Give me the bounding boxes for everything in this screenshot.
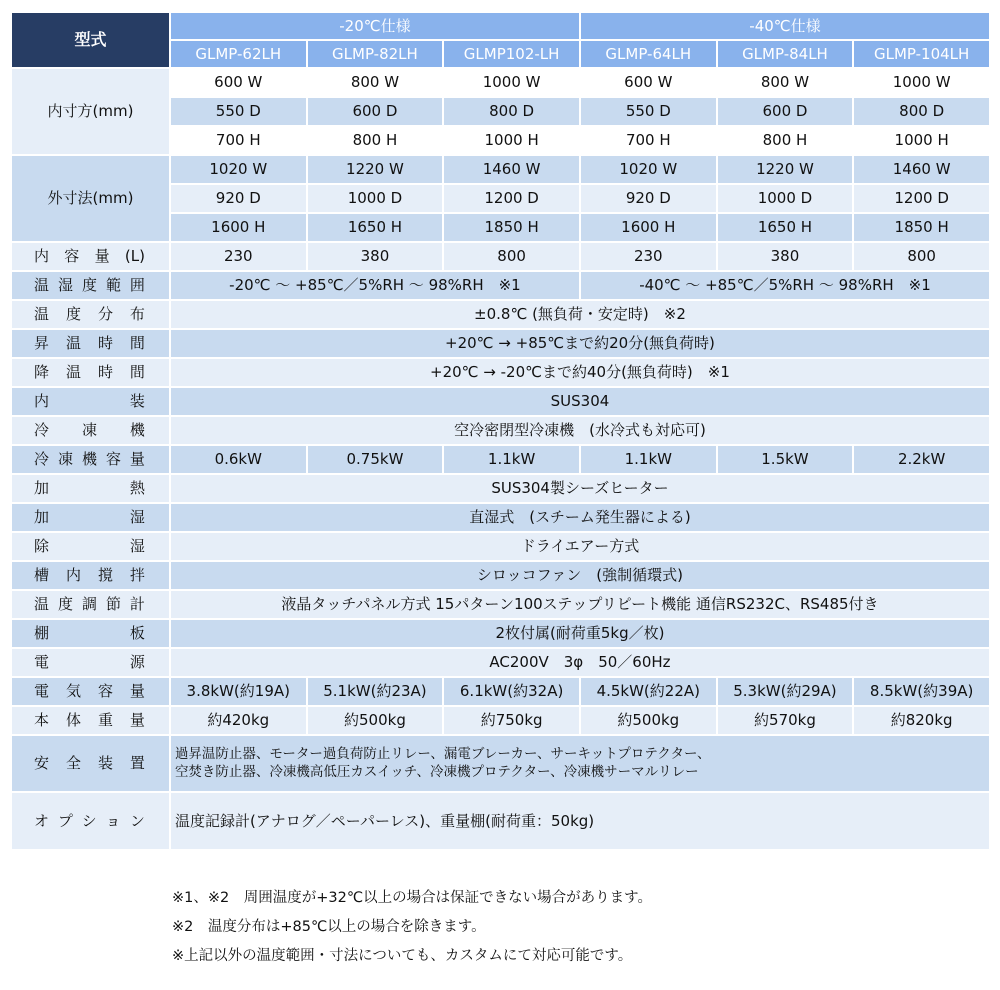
outer-d: 1200 D: [854, 185, 989, 212]
refrigerator-value: 空冷密閉型冷凍機 (水冷式も対応可): [171, 417, 989, 444]
capacity-label: 内容量(L): [12, 243, 169, 270]
inner-d: 600 D: [718, 98, 853, 125]
outer-h: 1650 H: [718, 214, 853, 241]
refrig-capacity-value: 2.2kW: [854, 446, 989, 473]
dehumidify-value: ドライエアー方式: [171, 533, 989, 560]
interior-value: SUS304: [171, 388, 989, 415]
model-name: GLMP-82LH: [308, 41, 443, 67]
inner-d: 800 D: [854, 98, 989, 125]
inner-h: 700 H: [171, 127, 306, 154]
controller-value: 液晶タッチパネル方式 15パターン100ステップリピート機能 通信RS232C、RS485付き: [171, 591, 989, 618]
inner-w: 1000 W: [854, 69, 989, 96]
safety-line-1: 過昇温防止器、モーター過負荷防止リレー、漏電ブレーカー、サーキットプロテクター、: [174, 745, 711, 762]
outer-w: 1460 W: [854, 156, 989, 183]
inner-w: 1000 W: [444, 69, 579, 96]
power-capacity-value: 5.3kW(約29A): [718, 678, 853, 705]
power-capacity-value: 4.5kW(約22A): [581, 678, 716, 705]
model-name: GLMP-64LH: [581, 41, 716, 67]
outer-w: 1460 W: [444, 156, 579, 183]
inner-w: 800 W: [308, 69, 443, 96]
footnotes: [172, 884, 652, 971]
shelf-label: 棚板: [12, 620, 169, 647]
safety-line-2: 空焚き防止器、冷凍機高低圧カスイッチ、冷凍機プロテクター、冷凍機サーマルリレー: [174, 763, 699, 780]
inner-d: 800 D: [444, 98, 579, 125]
inner-w: 600 W: [581, 69, 716, 96]
inner-dims-label: 内寸方(mm): [12, 69, 169, 154]
inner-h: 1000 H: [854, 127, 989, 154]
inner-w: 800 W: [718, 69, 853, 96]
range-label: 温湿度範囲: [12, 272, 169, 299]
shelf-value: 2枚付属(耐荷重5kg／枚): [171, 620, 989, 647]
dehumidify-label: 除湿: [12, 533, 169, 560]
weight-value: 約420kg: [171, 707, 306, 734]
capacity-value: 230: [581, 243, 716, 270]
refrig-capacity-value: 0.6kW: [171, 446, 306, 473]
stirring-label: 槽内撹拌: [12, 562, 169, 589]
power-capacity-value: 6.1kW(約32A): [444, 678, 579, 705]
outer-h: 1850 H: [854, 214, 989, 241]
heating-value: SUS304製シーズヒーター: [171, 475, 989, 502]
footnote-2: ※2 温度分布は+85℃以上の場合を除きます。: [172, 919, 486, 935]
power-capacity-label: 電気容量: [12, 678, 169, 705]
controller-label: 温度調節計: [12, 591, 169, 618]
distribution-value: ±0.8℃ (無負荷・安定時) ※2: [171, 301, 989, 328]
power-capacity-value: 8.5kW(約39A): [854, 678, 989, 705]
refrig-capacity-value: 1.1kW: [444, 446, 579, 473]
inner-d: 550 D: [581, 98, 716, 125]
cooldown-value: +20℃ → -20℃まで約40分(無負荷時) ※1: [171, 359, 989, 386]
spec-table: [10, 11, 991, 851]
outer-w: 1020 W: [581, 156, 716, 183]
refrig-capacity-value: 1.1kW: [581, 446, 716, 473]
outer-d: 1000 D: [718, 185, 853, 212]
group-header-minus20: -20℃仕様: [171, 13, 579, 39]
inner-h: 800 H: [308, 127, 443, 154]
distribution-label: 温度分布: [12, 301, 169, 328]
footnote-1: ※1、※2 周囲温度が+32℃以上の場合は保証できない場合があります。: [172, 890, 652, 906]
capacity-value: 230: [171, 243, 306, 270]
power-capacity-value: 5.1kW(約23A): [308, 678, 443, 705]
weight-label: 本体重量: [12, 707, 169, 734]
inner-h: 800 H: [718, 127, 853, 154]
outer-w: 1020 W: [171, 156, 306, 183]
heatup-label: 昇温時間: [12, 330, 169, 357]
power-capacity-value: 3.8kW(約19A): [171, 678, 306, 705]
outer-w: 1220 W: [308, 156, 443, 183]
refrigerator-label: 冷凍機: [12, 417, 169, 444]
outer-d: 920 D: [581, 185, 716, 212]
weight-value: 約750kg: [444, 707, 579, 734]
range-value-minus20: -20℃ ～ +85℃／5%RH ～ 98%RH ※1: [171, 272, 579, 299]
interior-label: 内装: [12, 388, 169, 415]
heating-label: 加熱: [12, 475, 169, 502]
outer-d: 1000 D: [308, 185, 443, 212]
outer-d: 1200 D: [444, 185, 579, 212]
power-value: AC200V 3φ 50／60Hz: [171, 649, 989, 676]
capacity-value: 800: [854, 243, 989, 270]
weight-value: 約500kg: [308, 707, 443, 734]
humidify-value: 直湿式 (スチーム発生器による): [171, 504, 989, 531]
weight-value: 約500kg: [581, 707, 716, 734]
inner-h: 700 H: [581, 127, 716, 154]
inner-d: 550 D: [171, 98, 306, 125]
footnote-3: ※上記以外の温度範囲・寸法についても、カスタムにて対応可能です。: [172, 948, 633, 964]
refrig-capacity-label: 冷凍機容量: [12, 446, 169, 473]
outer-w: 1220 W: [718, 156, 853, 183]
heatup-value: +20℃ → +85℃まで約20分(無負荷時): [171, 330, 989, 357]
safety-value: [171, 736, 989, 791]
inner-h: 1000 H: [444, 127, 579, 154]
outer-dims-label: 外寸法(mm): [12, 156, 169, 241]
capacity-value: 800: [444, 243, 579, 270]
stirring-value: シロッコファン (強制循環式): [171, 562, 989, 589]
refrig-capacity-value: 1.5kW: [718, 446, 853, 473]
refrig-capacity-value: 0.75kW: [308, 446, 443, 473]
inner-w: 600 W: [171, 69, 306, 96]
weight-value: 約820kg: [854, 707, 989, 734]
capacity-value: 380: [718, 243, 853, 270]
range-value-minus40: -40℃ ～ +85℃／5%RH ～ 98%RH ※1: [581, 272, 989, 299]
outer-h: 1600 H: [171, 214, 306, 241]
outer-d: 920 D: [171, 185, 306, 212]
group-header-minus40: -40℃仕様: [581, 13, 989, 39]
outer-h: 1650 H: [308, 214, 443, 241]
power-label: 電源: [12, 649, 169, 676]
model-name: GLMP-62LH: [171, 41, 306, 67]
capacity-value: 380: [308, 243, 443, 270]
safety-label: 安全装置: [12, 736, 169, 791]
humidify-label: 加湿: [12, 504, 169, 531]
model-name: GLMP-84LH: [718, 41, 853, 67]
options-value: 温度記録計(アナログ／ペーパーレス)、重量棚(耐荷重：50kg): [171, 793, 989, 849]
model-name: GLMP-104LH: [854, 41, 989, 67]
model-name: GLMP102-LH: [444, 41, 579, 67]
options-label: オプション: [12, 793, 169, 849]
model-header: 型式: [12, 13, 169, 67]
outer-h: 1850 H: [444, 214, 579, 241]
cooldown-label: 降温時間: [12, 359, 169, 386]
inner-d: 600 D: [308, 98, 443, 125]
weight-value: 約570kg: [718, 707, 853, 734]
outer-h: 1600 H: [581, 214, 716, 241]
